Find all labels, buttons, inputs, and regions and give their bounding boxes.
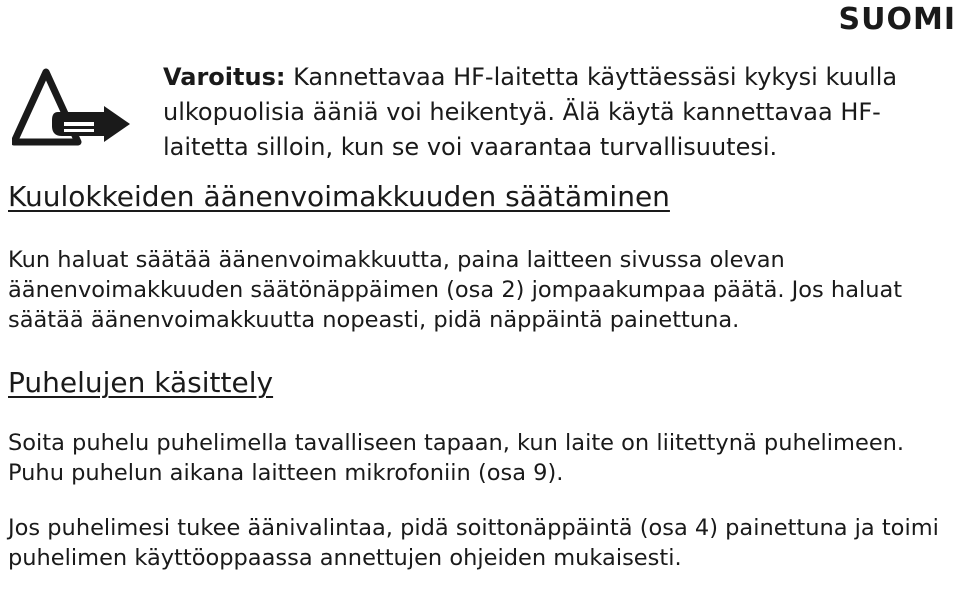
warning-text	[163, 60, 953, 165]
section-heading-volume: Kuulokkeiden äänenvoimakkuuden säätäminen	[8, 180, 670, 213]
language-label: SUOMI	[838, 2, 956, 37]
warning-hand-icon	[12, 68, 140, 148]
calls-paragraph-1: Soita puhelu puhelimella tavalliseen tapaan, kun laite on liitettynä puhelimeen. Puhu puhelun aikana laitteen mikrofoniin (osa 9).	[8, 430, 905, 486]
warning-block	[8, 60, 953, 160]
warning-body: Kannettavaa HF-laitetta käyttäessäsi kykysi kuulla ulkopuolisia ääniä voi heikentyä. Älä käytä kannettavaa HF-laitetta silloin, kun se voi vaarantaa turvallisuutesi.	[163, 63, 898, 161]
volume-paragraph: Kun haluat säätää äänenvoimakkuutta, paina laitteen sivussa olevan äänenvoimakkuuden säätönäppäimen (osa 2) jompaakumpaa päätä. Jos haluat säätää äänenvoimakkuutta nopeasti, pidä näppäintä painettuna.	[8, 247, 903, 333]
warning-label: Varoitus:	[163, 63, 286, 91]
section-heading-calls: Puhelujen käsittely	[8, 366, 274, 399]
calls-paragraph-2: Jos puhelimesi tukee äänivalintaa, pidä soittonäppäintä (osa 4) painettuna ja toimi puhelimen käyttöoppaassa annettujen ohjeiden mukaisesti.	[8, 515, 939, 571]
